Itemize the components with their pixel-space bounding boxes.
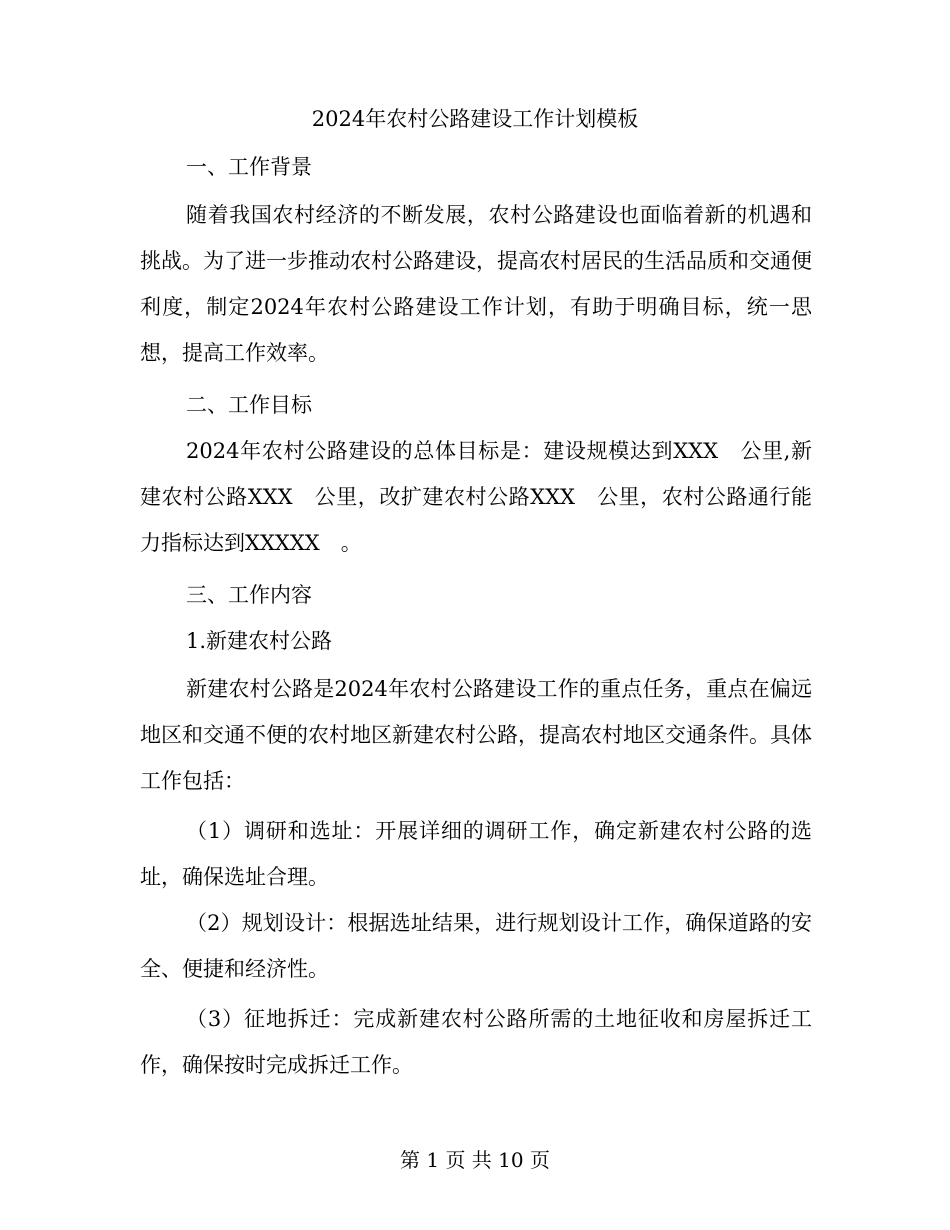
section-heading-goals: 二、工作目标 bbox=[186, 393, 312, 417]
paragraph-new-roads: 新建农村公路是2024年农村公路建设工作的重点任务，重点在偏远地区和交通不便的农村地区新建农村公路，提高农村地区交通条件。具体工作包括： bbox=[140, 677, 812, 793]
section-heading-content: 三、工作内容 bbox=[186, 583, 312, 607]
list-item: （1）调研和选址：开展详细的调研工作，确定新建农村公路的选址，确保选址合理。 bbox=[140, 819, 812, 889]
document-title: 2024年农村公路建设工作计划模板 bbox=[311, 107, 639, 131]
paragraph-goals: 2024年农村公路建设的总体目标是：建设规模达到XXX 公里,新建农村公路XXX 公里，改扩建农村公路XXX 公里，农村公路通行能力指标达到XXXXX 。 bbox=[140, 439, 812, 555]
subsection-heading-new-roads: 1.新建农村公路 bbox=[186, 629, 333, 653]
paragraph-background: 随着我国农村经济的不断发展，农村公路建设也面临着新的机遇和挑战。为了进一步推动农村公路建设，提高农村居民的生活品质和交通便利度，制定2024年农村公路建设工作计划，有助于明确目标，统一思想，提高工作效率。 bbox=[140, 203, 812, 365]
list-item: （3）征地拆迁：完成新建农村公路所需的土地征收和房屋拆迁工作，确保按时完成拆迁工作。 bbox=[140, 1007, 812, 1077]
page-footer: 第 1 页 共 10 页 bbox=[400, 1148, 550, 1172]
section-heading-background: 一、工作背景 bbox=[186, 155, 312, 179]
list-item: （2）规划设计：根据选址结果，进行规划设计工作，确保道路的安全、便捷和经济性。 bbox=[140, 911, 812, 981]
